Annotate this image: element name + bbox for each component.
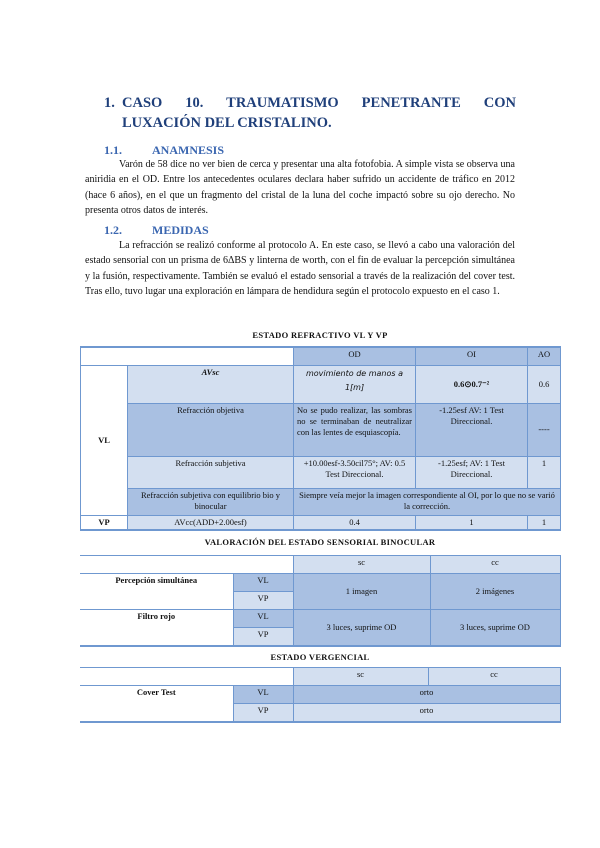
col-cc: cc — [428, 668, 560, 686]
section-heading-anamnesis — [104, 143, 224, 158]
robj-ao: ---- — [528, 403, 561, 456]
avsc-ao: 0.6 — [528, 365, 561, 403]
vl-cell: VL — [233, 610, 293, 628]
vl-cell: VL — [233, 574, 293, 592]
row-label: Filtro rojo — [80, 610, 233, 646]
section-title: MEDIDAS — [152, 223, 209, 237]
section-number: 1.1. — [104, 143, 122, 157]
table-title-sensorial: VALORACIÓN DEL ESTADO SENSORIAL BINOCULAR — [204, 537, 436, 547]
req-label: Refracción subjetiva con equilibrio bio y binocular — [128, 488, 294, 515]
vp-cell: VP — [233, 592, 293, 610]
vp-ao: 1 — [528, 515, 561, 530]
vergencial-table — [80, 667, 561, 723]
cover-test-label: Cover Test — [80, 686, 233, 722]
sc-value: 3 luces, suprime OD — [293, 610, 430, 646]
rsub-ao: 1 — [528, 456, 561, 488]
col-sc: sc — [293, 668, 428, 686]
col-ao: AO — [528, 347, 561, 365]
section-title: ANAMNESIS — [152, 143, 225, 157]
avsc-oi: 0.6⊙0.7⁻² — [416, 365, 528, 403]
heading-title: CASO 10. TRAUMATISMO PENETRANTE CON LUXACIÓN DEL CRISTALINO. — [122, 95, 516, 131]
table-title-vergencial: ESTADO VERGENCIAL — [270, 652, 370, 662]
robj-label: Refracción objetiva — [128, 403, 294, 456]
avsc-od: movimiento de manos a 1[m] — [294, 365, 416, 403]
sensorial-table — [80, 555, 561, 647]
medidas-paragraph: La refracción se realizó conforme al protocolo A. En este caso, se llevó a cabo una valoración del estado sensorial con un prisma de 6ΔBS y linterna de worth, con el fin de evaluar la percepción simultánea y la fusión, respectivamente. También se evaluó el estado sensorial a través de la realización del cover test. Tras ello, tuvo lugar una exploración en lámpara de hendidura según el protocolo expuesto en el caso 1. — [85, 240, 515, 297]
rsub-label: Refracción subjetiva — [128, 456, 294, 488]
vp-label: VP — [81, 515, 128, 530]
vp-oi: 1 — [416, 515, 528, 530]
anamnesis-paragraph: Varón de 58 dice no ver bien de cerca y presentar una alta fotofobia. A simple vista se observa una aniridia en el OD. Entre los antecedentes oculares declara haber sufrido un accidente de tráfico en 2012 (hace 6 años), en el que un fragmento del cristal de la luna del coche impactó sobre su ojo derecho. No presenta otros datos de interés. — [85, 159, 515, 216]
vp-od: 0.4 — [294, 515, 416, 530]
cc-value: 3 luces, suprime OD — [430, 610, 560, 646]
avsc-label: AVsc — [128, 365, 294, 403]
table-title-refractivo: ESTADO REFRACTIVO VL Y VP — [252, 330, 388, 340]
vl-label: VL — [81, 365, 128, 515]
col-sc: sc — [293, 556, 430, 574]
vp-value: orto — [293, 704, 560, 722]
vp-row-label: AVcc(ADD+2.00esf) — [128, 515, 294, 530]
vl-value: orto — [293, 686, 560, 704]
section-heading-medidas — [104, 223, 209, 238]
vp-cell: VP — [233, 704, 293, 722]
refractive-table — [80, 346, 561, 531]
cc-value: 2 imágenes — [430, 574, 560, 610]
heading-number: 1. — [104, 95, 115, 111]
rsub-oi: -1.25esf; AV: 1 Test Direccional. — [416, 456, 528, 488]
col-cc: cc — [430, 556, 560, 574]
vp-cell: VP — [233, 628, 293, 646]
robj-oi: -1.25esf AV: 1 Test Direccional. — [416, 403, 528, 456]
col-oi: OI — [416, 347, 528, 365]
sc-value: 1 imagen — [293, 574, 430, 610]
req-value: Siempre veía mejor la imagen correspondiente al OI, por lo que no se varió la corrección. — [294, 488, 561, 515]
chapter-heading — [104, 93, 516, 133]
empty-header — [80, 668, 293, 686]
empty-header — [80, 556, 293, 574]
section-number: 1.2. — [104, 223, 122, 237]
empty-header — [81, 347, 294, 365]
vl-cell: VL — [233, 686, 293, 704]
robj-od: No se pudo realizar, las sombras no se terminaban de neutralizar con las lentes de esquiascopía. — [294, 403, 416, 456]
col-od: OD — [294, 347, 416, 365]
row-label: Percepción simultánea — [80, 574, 233, 610]
rsub-od: +10.00esf-3.50cil75°; AV: 0.5 Test Direccional. — [294, 456, 416, 488]
